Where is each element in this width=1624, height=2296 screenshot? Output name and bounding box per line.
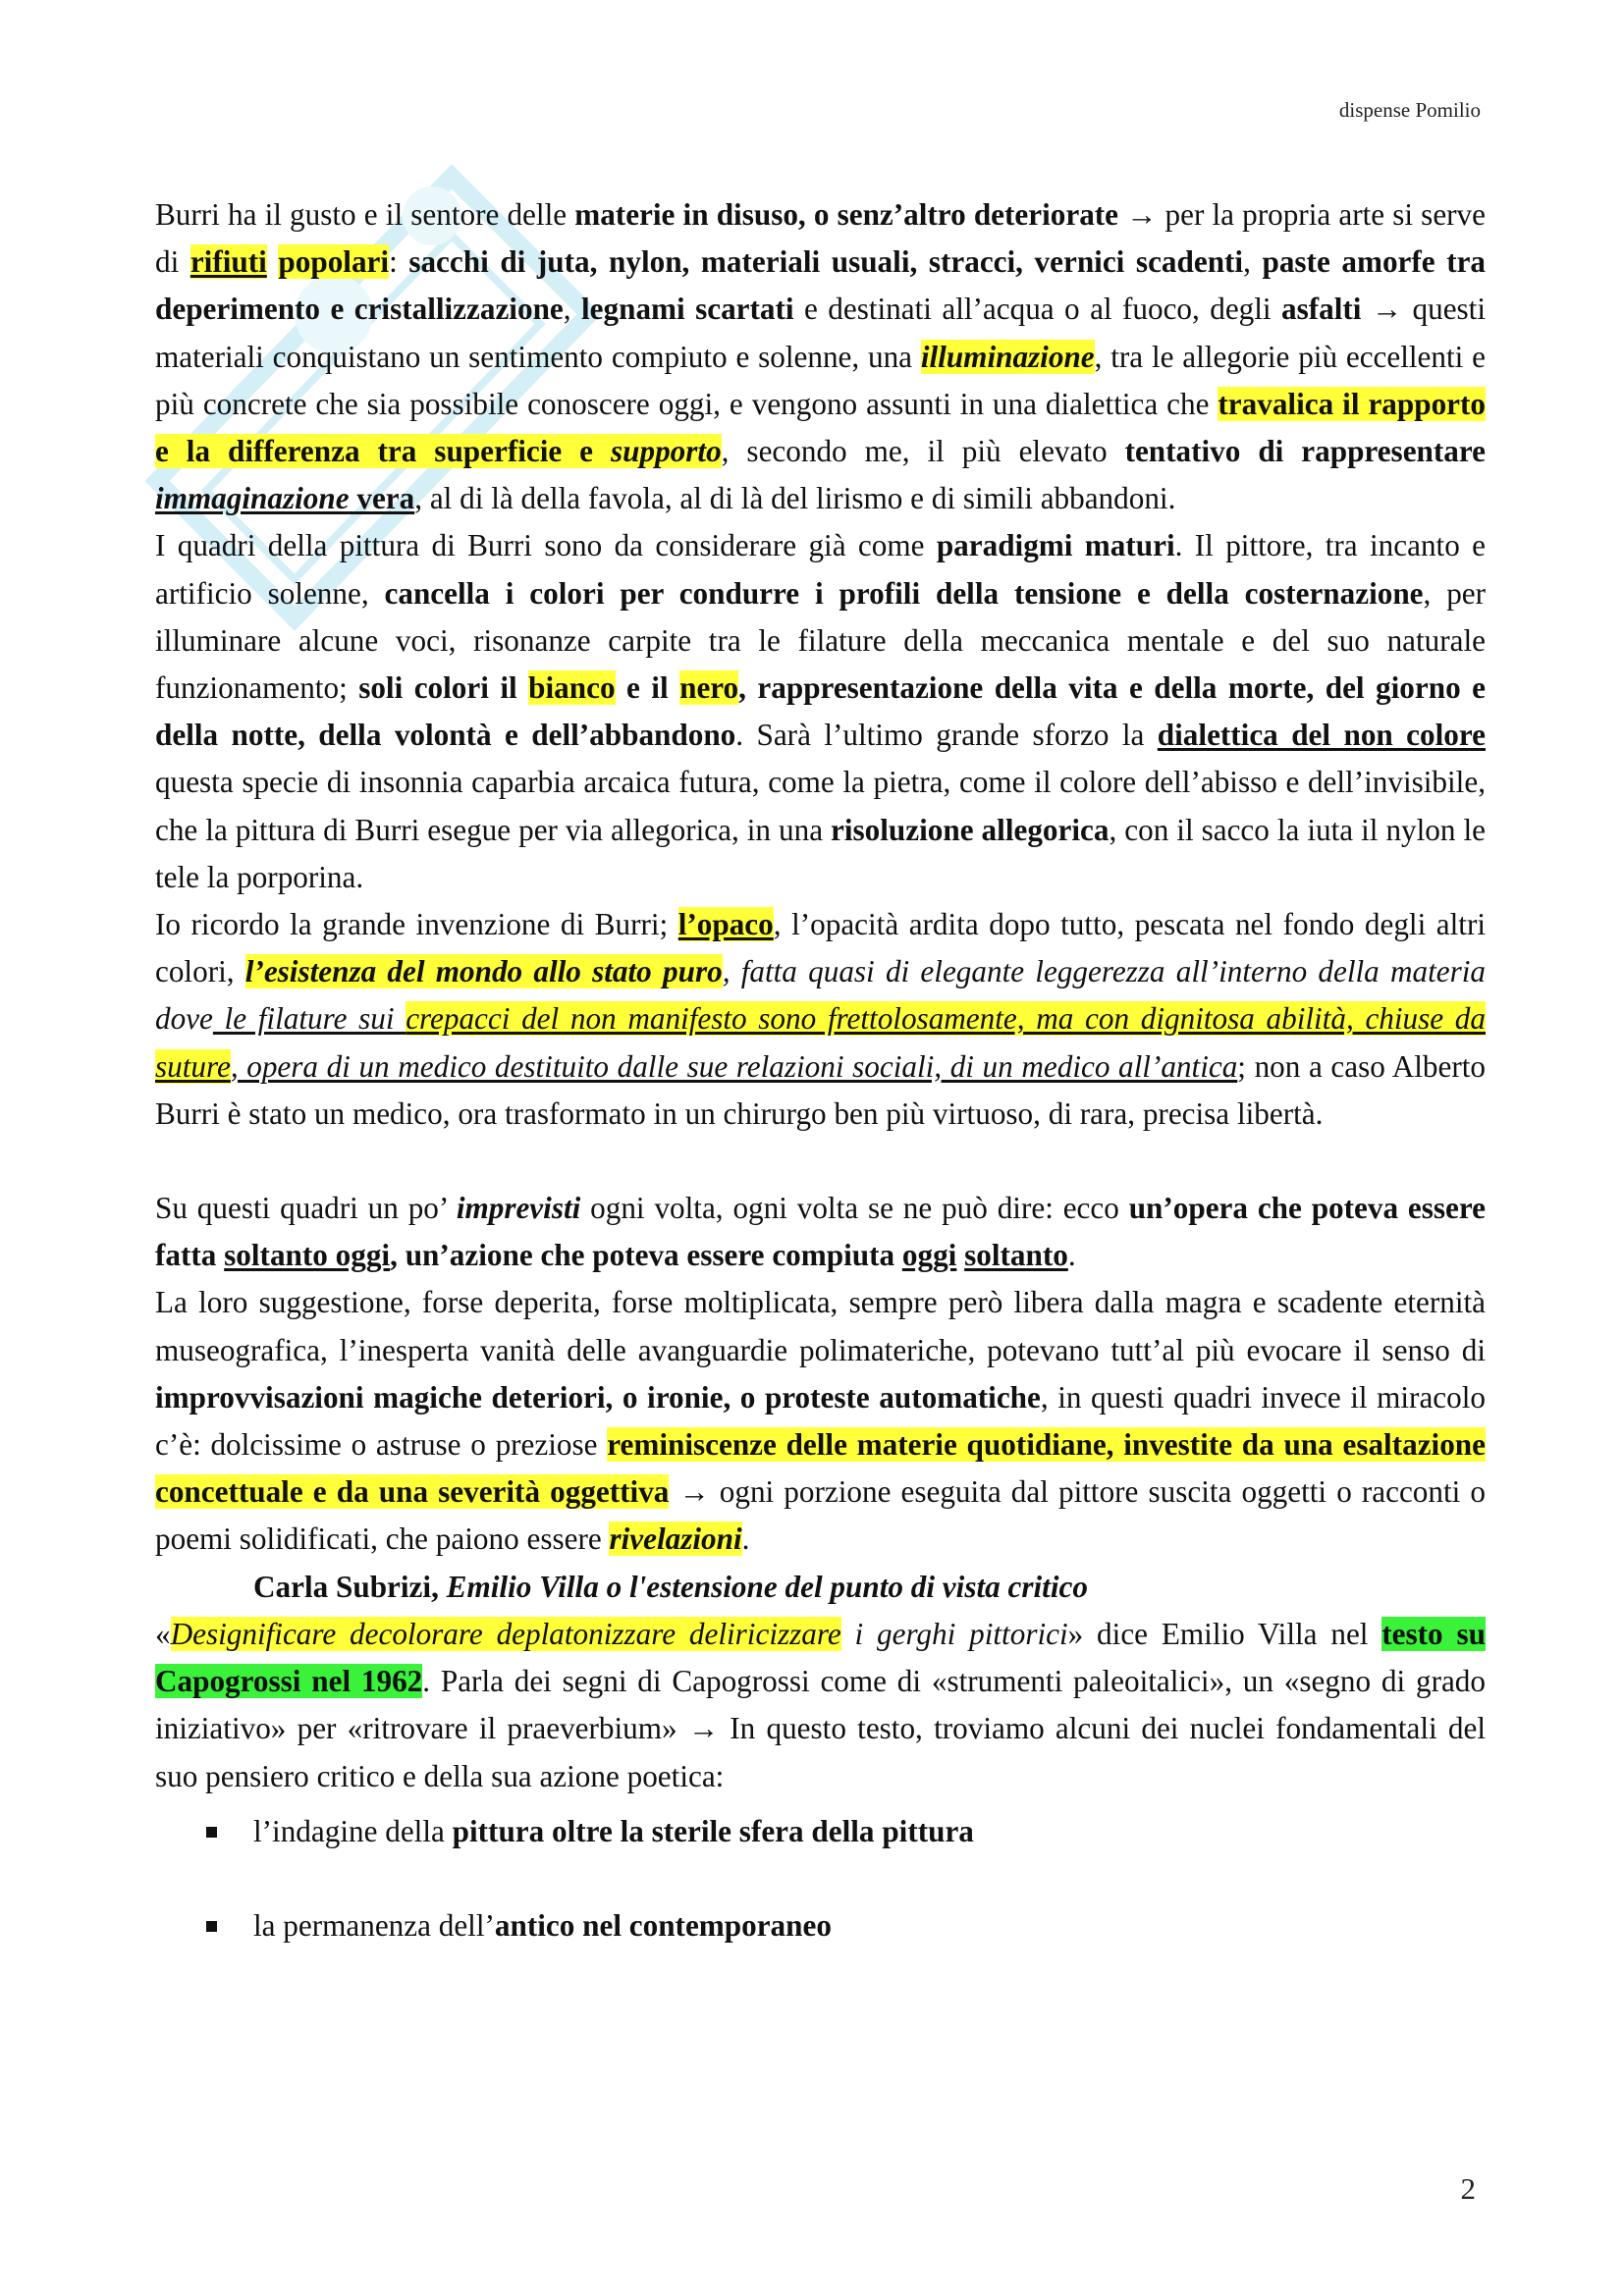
bullet-list (155, 1808, 1486, 1949)
paragraph-villa: «Designificare decolorare deplatonizzare delirici​zzare i gerghi pittorici» dice Emilio Villa nel testo su Capogrossi nel 1962. Parla dei segni di Capogrossi come di «strumenti paleoitalici», un «segno di grado iniziativo» per «ritrovare il praeverbium» → In questo testo, troviamo alcuni dei nuclei fondamentali del suo pensiero critico e della sua azione poetica: (155, 1616, 1486, 1793)
paragraph-burri-opaque: Io ricordo la grande invenzione di Burri; l’opaco, l’opacità ardita dopo tutto, pescata nel fondo degli altri colori, l’esistenza del mondo allo stato puro, fatta quasi di elegante leggerezza all’interno della materia dove le filature sui crepacci del non manifesto sono frettolosamente, ma con dignitosa abilità, chiuse da suture, opera di un medico destituito dalle sue relazioni sociali, di un medico all’antica; non a caso Alberto Burri è stato un medico, ora trasformato in un chirurgo ben più virtuoso, di rara, precisa libertà. (155, 907, 1487, 1131)
section-title: Carla Subrizi, Emilio Villa o l'estensione del punto di vista critico (253, 1569, 1088, 1604)
paragraph-unexpected-paintings: Su questi quadri un po’ imprevisti ogni volta, ogni volta se ne può dire: ecco un’opera che poteva essere fatta soltanto oggi, un’azione che poteva essere compiuta oggi soltanto. (155, 1191, 1486, 1273)
square-bullet-icon (206, 1921, 217, 1932)
document-body (155, 191, 1486, 1997)
page-header: dispense Pomilio (1338, 98, 1481, 122)
paragraph-gap (155, 1138, 1486, 1185)
list-item: la permanenza dell’antico nel contemporaneo (155, 1902, 1486, 1949)
square-bullet-icon (206, 1827, 217, 1838)
page-number: 2 (1460, 2171, 1476, 2206)
list-item: l’indagine della pittura oltre la sterile sfera della pittura (155, 1808, 1486, 1855)
paragraph-burri-paintings: I quadri della pittura di Burri sono da considerare già come paradigmi maturi. Il pittore, tra incanto e artificio solenne, cancella i colori per condurre i profili della tensione e della costernazione, per illuminare alcune voci, risonanze carpite tra le filature della meccanica mentale e del suo naturale funzionamento; soli colori il bianco e il nero, rappresentazione della vita e della morte, del giorno e della notte, della volontà e dell’abbandono. Sarà l’ultimo grande sforzo la dialettica del non colore questa specie di insonnia caparbia arcaica futura, come la pietra, come il colore dell’abisso e dell’invisibile, che la pittura di Burri esegue per via allegorica, in una risoluzione allegorica, con il sacco la iuta il nylon le tele la porporina. (155, 528, 1487, 894)
paragraph-suggestion: La loro suggestione, forse deperita, forse moltiplicata, sempre però libera dalla magra e scadente eternità museografica, l’inesperta vanità delle avanguardie polimateriche, potevano tutt’al più evocare il senso di improvvisazioni magiche deteriori, o ironie, o proteste automatiche, in questi quadri invece il miracolo c’è: dolcissime o astruse o preziose reminiscenze delle materie quotidiane, investite da una esaltazione concettuale e da una severità oggettiva → ogni porzione eseguita dal pittore suscita oggetti o racconti o poemi solidificati, che paiono essere rivelazioni. (155, 1285, 1486, 1557)
paragraph-burri-materials: Burri ha il gusto e il sentore delle materie in disuso, o senz’altro deteriorate → per la propria arte si serve di rifiuti popolari: sacchi di juta, nylon, materiali usuali, stracci, vernici scadenti, paste amorfe tra deperimento e cristallizzazione, legnami scartati e destinati all’acqua o al fuoco, degli asfalti → questi materiali conquistano un sentimento compiuto e solenne, una illuminazione, tra le allegorie più eccellenti e più concrete che sia possibile conoscere oggi, e vengono assunti in una dialettica che travalica il rapporto e la differenza tra superficie e supporto, secondo me, il più elevato tentativo di rappresentare immaginazione vera, al di là della favola, al di là del lirismo e di simili abbandoni. (155, 197, 1487, 516)
